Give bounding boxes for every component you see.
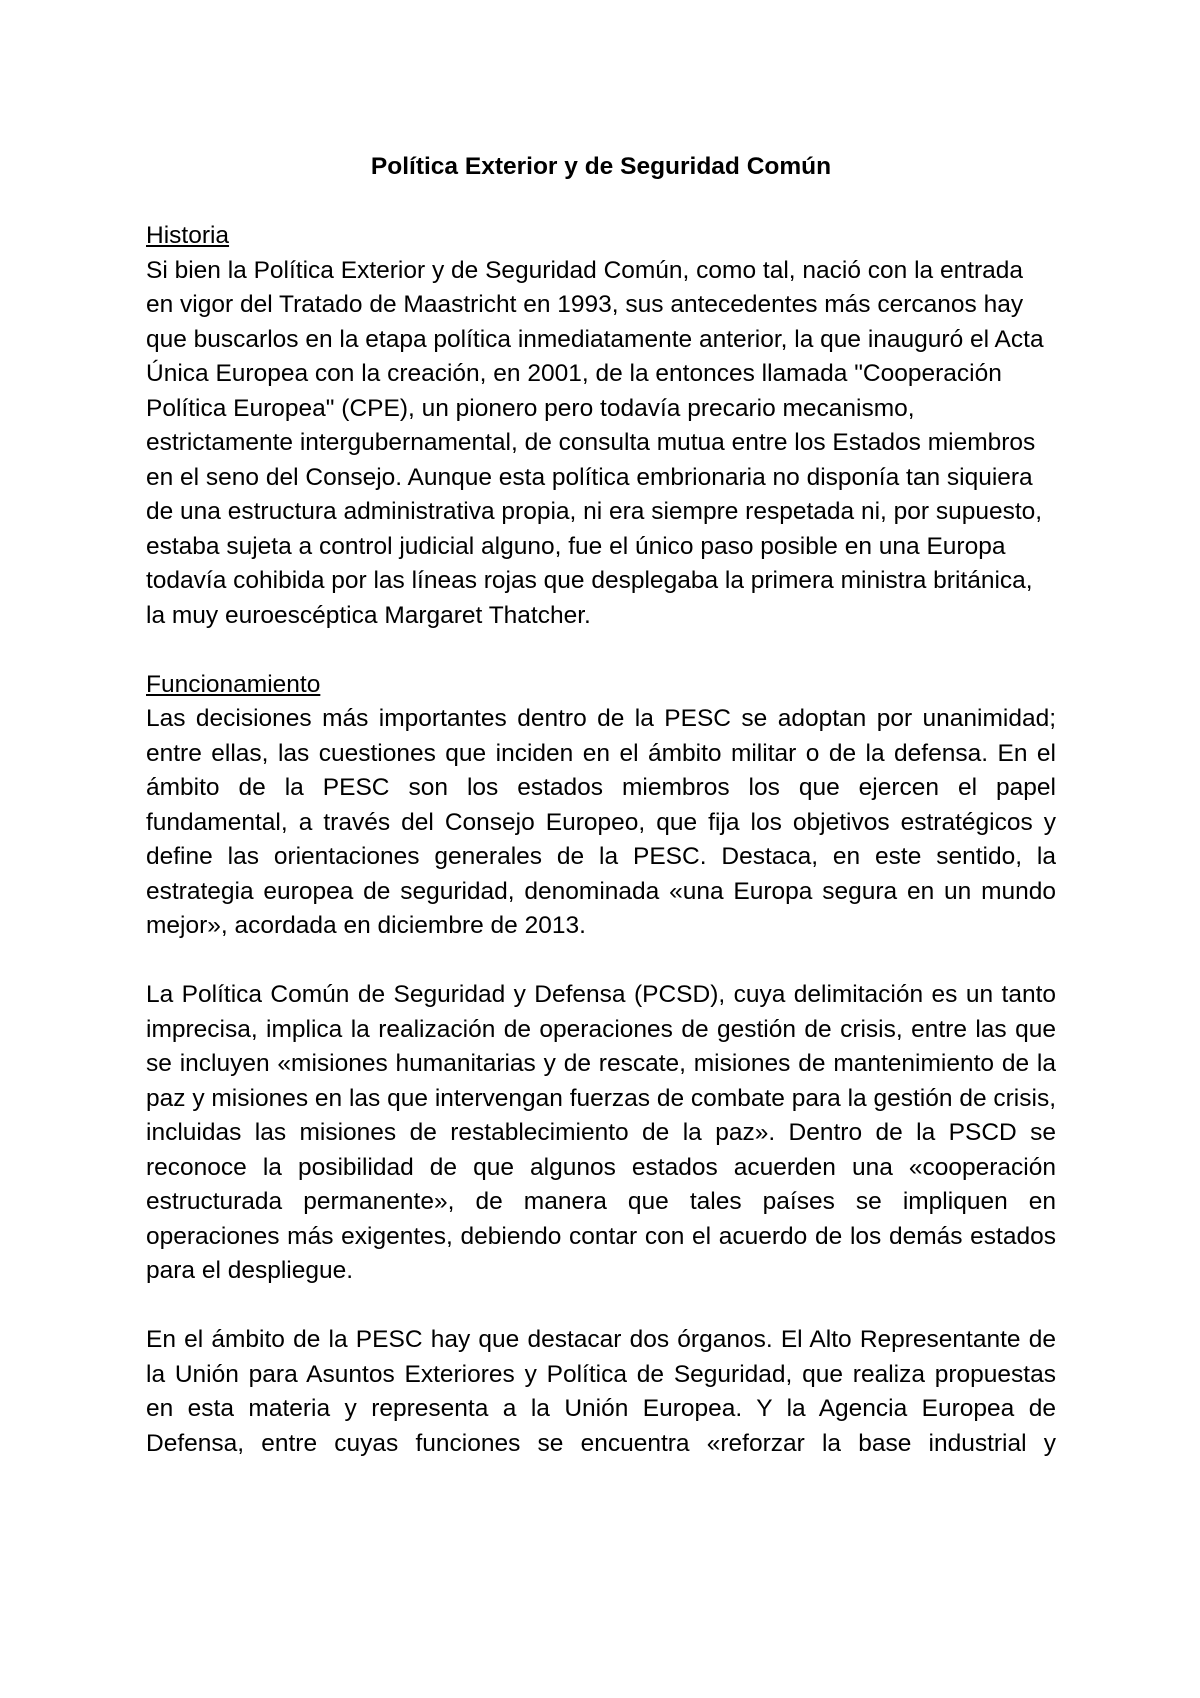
section-heading-funcionamiento: Funcionamiento (146, 670, 321, 698)
document-title: Política Exterior y de Seguridad Común (370, 153, 832, 180)
document-body (146, 150, 1056, 1461)
paragraph-organos: En el ámbito de la PESC hay que destacar dos órganos. El Alto Representante de la Unión para Asuntos Exteriores y Política de Seguridad, que realiza propuestas en esta materia y representa a la Unión Europea. Y la Agencia Europea de Defensa, entre cuyas funciones se encuentra «reforzar la base industrial y (146, 1326, 1056, 1457)
paragraph-pcsd: La Política Común de Seguridad y Defensa (PCSD), cuya delimitación es un tanto imprecisa, implica la realización de operaciones de gestión de crisis, entre las que se incluyen «misiones humanitarias y de rescate, misiones de mantenimiento de la paz y misiones en las que intervengan fuerzas de combate para la gestión de crisis, incluidas las misiones de restablecimiento de la paz». Dentro de la PSCD se reconoce la posibilidad de que algunos estados acuerden una «cooperación estructurada permanente», de manera que tales países se impliquen en operaciones más exigentes, debiendo contar con el acuerdo de los demás estados para el despliegue. (146, 981, 1056, 1284)
paragraph-historia: Si bien la Política Exterior y de Seguridad Común, como tal, nació con la entrada en vigor del Tratado de Maastricht en 1993, sus antecedentes más cercanos hay que buscarlos en la etapa política inmediatamente anterior, la que inauguró el Acta Única Europea con la creación, en 2001, de la entonces llamada "Cooperación Política Europea" (CPE), un pionero pero todavía precario mecanismo, estrictamente intergubernamental, de consulta mutua entre los Estados miembros en el seno del Consejo. Aunque esta política embrionaria no disponía tan siquiera de una estructura administrativa propia, ni era siempre respetada ni, por supuesto, estaba sujeta a control judicial alguno, fue el único paso posible en una Europa todavía cohibida por las líneas rojas que desplegaba la primera ministra británica, la muy euroescéptica Margaret Thatcher. (146, 256, 1044, 629)
section-heading-historia: Historia (146, 222, 230, 249)
paragraph-decisiones: Las decisiones más importantes dentro de la PESC se adoptan por unanimidad; entre ellas, las cuestiones que inciden en el ámbito militar o de la defensa. En el ámbito de la PESC son los estados miembros los que ejercen el papel fundamental, a través del Consejo Europeo, que fija los objetivos estratégicos y define las orientaciones generales de la PESC. Destaca, en este sentido, la estrategia europea de seguridad, denominada «una Europa segura en un mundo mejor», acordada en diciembre de 2013. (146, 705, 1056, 939)
